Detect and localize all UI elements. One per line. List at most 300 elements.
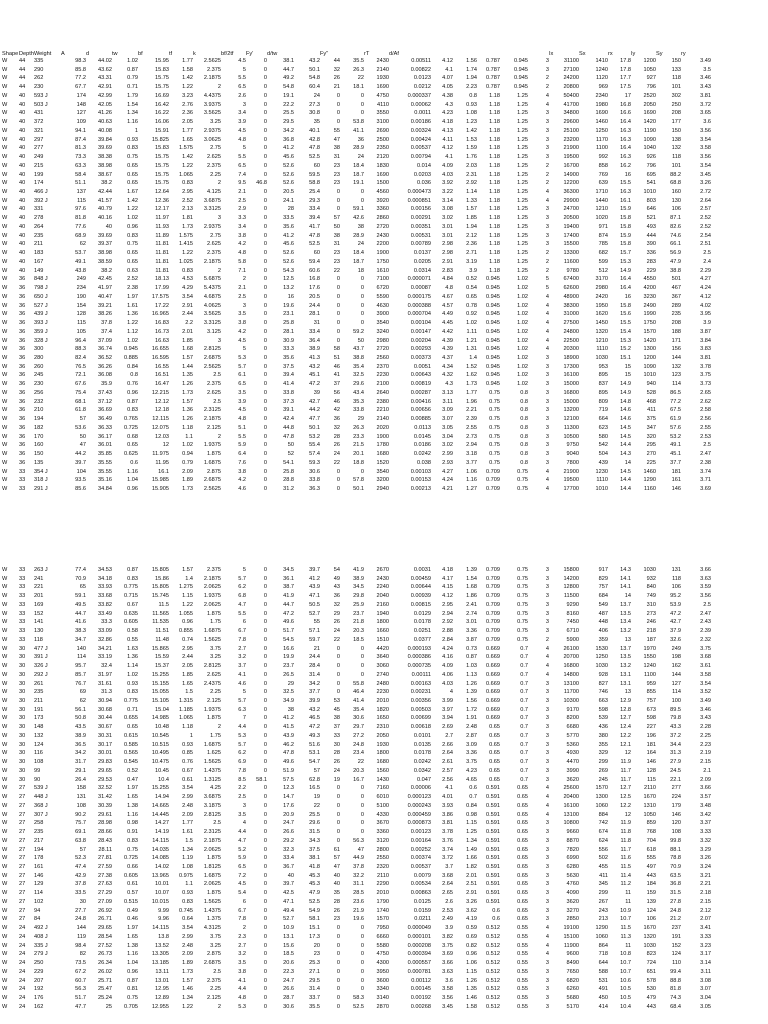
table-cell: 1.94 [466, 223, 477, 230]
table-cell: 49.6 [283, 759, 294, 766]
table-cell: 2.93 [442, 459, 453, 466]
table-cell: 46.8 [256, 180, 267, 187]
table-cell: 278 [34, 215, 44, 222]
table-cell: 1.25 [517, 206, 528, 213]
table-cell: 152 [34, 610, 44, 617]
table-cell: 29.83 [98, 759, 112, 766]
table-cell: 2.125 [207, 698, 221, 705]
table-cell: 23 [333, 258, 340, 265]
table-cell: 0.75 [517, 567, 528, 573]
table-cell: 1570 [595, 785, 608, 792]
table-row [2, 636, 711, 645]
table-cell: 96.4 [75, 337, 86, 344]
table-cell: 36.08 [98, 372, 112, 379]
table-cell: 884 [598, 811, 608, 818]
table-cell: 1.25 [517, 250, 528, 257]
table-cell: 38.2 [101, 267, 112, 274]
table-cell: 0 [360, 820, 364, 827]
table-cell: 1.46 [466, 994, 477, 1001]
table-cell: 6280 [566, 863, 579, 870]
table-cell: 60.4 [309, 84, 320, 91]
table-cell: 273 [646, 610, 656, 617]
table-cell: 3.7 [445, 863, 453, 870]
table-cell: 39.84 [98, 136, 112, 143]
table-cell: 829 [598, 575, 608, 582]
table-cell: 59.7 [309, 636, 320, 643]
table-cell: 2.9 [238, 206, 246, 213]
table-cell: 0 [360, 811, 364, 818]
table-row [2, 415, 711, 424]
table-cell: 0.65 [517, 846, 528, 853]
table-cell: 4.42 [442, 328, 453, 335]
table-cell: 15.1 [620, 354, 631, 361]
table-cell: 25 [105, 1003, 112, 1010]
table-cell: 26.3 [353, 424, 364, 431]
table-cell: 1.575 [179, 232, 193, 239]
table-cell: 25.9 [353, 601, 364, 608]
table-cell: 0.669 [486, 671, 500, 678]
table-cell: W [2, 794, 8, 801]
table-cell: 0.75 [517, 610, 528, 617]
table-cell: W [2, 302, 8, 309]
table-cell: 0.7 [520, 654, 528, 661]
table-cell: 10.545 [151, 732, 169, 739]
table-cell: 1.46 [182, 986, 193, 993]
table-cell: 663 [598, 698, 608, 705]
table-cell: 49.4 [283, 907, 294, 914]
table-cell: 1670 [643, 925, 656, 932]
table-cell: 19500 [563, 477, 579, 484]
table-cell: 4.24 [442, 477, 453, 484]
table-cell: 0.7 [520, 776, 528, 783]
table-cell: 20.5 [283, 189, 294, 196]
table-cell: 1.02 [517, 320, 528, 327]
table-cell: 0.000557 [407, 960, 431, 967]
table-cell: 1420 [643, 119, 656, 126]
table-cell: 59.3 [309, 459, 320, 466]
table-cell: 3.02 [442, 442, 453, 449]
table-cell: 618 [646, 846, 656, 853]
table-cell: 51.1 [75, 180, 86, 187]
table-cell: 1.18 [489, 206, 500, 213]
table-cell: 2010 [376, 698, 389, 705]
table-cell: 55 [333, 127, 340, 134]
table-cell: 2.7 [445, 732, 453, 739]
table-cell: 4550 [643, 276, 656, 283]
table-cell: 2.43 [700, 619, 711, 626]
table-cell: 14.9 [620, 389, 631, 396]
table-cell: 2.875 [207, 468, 221, 475]
table-cell: 21.2 [670, 916, 681, 923]
table-cell: 0.71 [127, 84, 138, 91]
table-row [2, 66, 711, 75]
table-cell: 40.1 [309, 127, 320, 134]
table-cell: 4 [545, 645, 549, 652]
table-cell: 0 [263, 601, 267, 608]
table-cell: 36.33 [98, 424, 112, 431]
table-cell: 0 [263, 119, 267, 126]
table-cell: 1.59 [466, 145, 477, 152]
table-cell: 22 [357, 75, 364, 82]
table-cell: 1.575 [179, 145, 193, 152]
table-cell: 1.65 [182, 680, 193, 687]
table-cell: 650 J [34, 293, 48, 300]
table-cell: 2.88 [442, 628, 453, 635]
table-cell: 0.709 [486, 584, 500, 591]
table-cell: 0.00656 [410, 407, 431, 414]
table-cell: 684 [598, 593, 608, 600]
table-cell: 43.2 [309, 706, 320, 713]
table-cell: 31.3 [101, 689, 112, 696]
table-cell: 150 [671, 58, 681, 64]
table-cell: 128 [646, 767, 656, 774]
table-cell: 35.6 [283, 354, 294, 361]
table-row [2, 583, 711, 592]
table-cell: 4.45 [442, 320, 453, 327]
table-cell: 14.4 [620, 477, 631, 484]
table-cell: 2310 [376, 724, 389, 731]
column-header: rT [364, 51, 370, 57]
table-cell: 52.6 [283, 180, 294, 187]
table-cell: 3 [545, 881, 549, 888]
table-cell: 150 [34, 451, 44, 458]
table-cell: 0.94 [182, 451, 193, 458]
table-cell: 0.6 [492, 907, 500, 914]
table-cell: 6.7 [238, 628, 246, 635]
table-cell: 0 [360, 320, 364, 327]
table-cell: 39.7 [283, 881, 294, 888]
table-cell: 392 J [34, 197, 48, 204]
table-cell: 14.4 [620, 485, 631, 492]
table-cell: 16.1 [620, 197, 631, 204]
table-cell: 138 [671, 136, 681, 143]
table-cell: 25.5 [309, 811, 320, 818]
table-cell: 154 [76, 302, 86, 309]
table-cell: 1.22 [127, 206, 138, 213]
table-cell: 109 [76, 119, 86, 126]
table-cell: 2.2 [185, 320, 193, 327]
table-cell: 2420 [595, 293, 608, 300]
table-cell: 3.87 [466, 636, 477, 643]
table-cell: 38.1 [283, 58, 294, 64]
table-cell: 65 [79, 584, 86, 591]
table-cell: 4.09 [442, 663, 453, 670]
table-cell: 47.2 [670, 610, 681, 617]
table-cell: 443 [646, 1003, 656, 1010]
table-cell: 3.21 [700, 872, 711, 879]
table-cell: 25.5 [283, 110, 294, 117]
table-cell: 3 [545, 837, 549, 844]
table-cell: 6.5 [238, 863, 246, 870]
table-cell: 194 [34, 846, 44, 853]
table-cell: 29.65 [98, 925, 112, 932]
table-cell: 2.71 [466, 250, 477, 257]
table-cell: W [2, 407, 8, 414]
table-cell: 3360 [376, 829, 389, 836]
table-cell: 2.75 [210, 145, 221, 152]
table-cell: 14.1 [620, 575, 631, 582]
table-cell: 4.1 [238, 671, 246, 678]
table-cell: 1200 [643, 58, 656, 64]
table-cell: 36 [19, 302, 26, 309]
table-cell: 15.9 [620, 232, 631, 239]
table-cell: 1980 [595, 101, 608, 108]
table-cell: 1.33 [466, 197, 477, 204]
table-cell: 105 [76, 328, 86, 335]
table-cell: 4.29 [182, 285, 193, 292]
table-cell: 0 [263, 468, 267, 475]
table-cell: 0 [263, 732, 267, 739]
table-cell: 2.5625 [203, 485, 221, 492]
table-cell: 31.97 [98, 671, 112, 678]
table-cell: 190 [76, 293, 86, 300]
table-cell: 2 [217, 724, 221, 731]
table-cell: 3.92 [442, 180, 453, 187]
table-row [2, 319, 711, 328]
table-cell: 742 [598, 820, 608, 827]
table-cell: 28.43 [98, 837, 112, 844]
table-cell: 114 [672, 381, 681, 388]
table-cell: 40.08 [98, 127, 112, 134]
table-cell: 5.4375 [203, 285, 221, 292]
table-cell: 0.83 [127, 575, 138, 582]
table-cell: 10300 [563, 698, 579, 705]
table-cell: 598 [598, 706, 608, 713]
table-cell: 4 [545, 302, 549, 309]
table-cell: 372 [34, 119, 44, 126]
table-cell: 0 [263, 171, 267, 178]
table-cell: 36.7 [283, 863, 294, 870]
table-cell: 27 [19, 811, 26, 818]
table-cell: 164 [646, 750, 656, 757]
table-row [2, 846, 711, 855]
table-cell: 10500 [563, 433, 579, 440]
table-cell: 1.02 [517, 293, 528, 300]
table-cell: 50.1 [353, 485, 364, 492]
table-cell: 15 [624, 363, 631, 370]
table-cell: 1.02 [127, 215, 138, 222]
table-cell: 36.8 [283, 136, 294, 143]
table-cell: 2.125 [207, 424, 221, 431]
table-cell: 20800 [563, 84, 579, 91]
table-cell: 18.7 [353, 258, 364, 265]
table-cell: 41.2 [283, 145, 294, 152]
table-cell: 0.512 [486, 960, 500, 967]
table-cell: 34.4 [670, 741, 681, 748]
table-cell: 11.9 [620, 820, 631, 827]
table-cell: 32 [333, 66, 340, 73]
table-cell: 4 [545, 802, 549, 809]
table-cell: 1.18 [489, 136, 500, 143]
table-row [2, 592, 711, 601]
table-cell: 2.625 [207, 154, 221, 161]
table-cell: 9600 [566, 951, 579, 958]
table-cell: 347 [646, 424, 656, 431]
table-cell: 0 [336, 1003, 340, 1010]
table-cell: 2.6 [238, 92, 246, 99]
table-cell: 2.73 [466, 433, 477, 440]
column-header: bf/2tf [221, 51, 234, 57]
table-cell: 0.709 [486, 636, 500, 643]
table-cell: W [2, 276, 8, 283]
table-cell: 1420 [643, 337, 656, 344]
table-cell: 290 [34, 66, 44, 73]
table-cell: 0.945 [486, 363, 500, 370]
table-cell: 3 [545, 398, 549, 405]
table-cell: 0.65 [127, 250, 138, 257]
table-cell: 2.95 [182, 645, 193, 652]
table-cell: 0 [263, 215, 267, 222]
table-cell: 31.4 [309, 986, 320, 993]
table-cell: 0.047 [417, 776, 431, 783]
table-cell: 29900 [563, 197, 579, 204]
table-cell: W [2, 328, 8, 335]
table-cell: 3.32 [700, 837, 711, 844]
table-cell: 3.82 [442, 933, 453, 940]
table-cell: 0.00204 [410, 337, 431, 344]
table-cell: 4.65 [466, 776, 477, 783]
table-cell: 4.5 [238, 127, 246, 134]
table-row [2, 205, 711, 214]
table-row [2, 575, 711, 584]
table-cell: 466 J [34, 189, 48, 196]
table-cell: 3540 [376, 320, 389, 327]
table-cell: 39.7 [309, 567, 320, 573]
table-cell: 39.69 [98, 232, 112, 239]
table-cell: 0.0205 [413, 258, 431, 265]
table-cell: 36.74 [98, 346, 112, 353]
table-cell: 7800 [566, 459, 579, 466]
table-cell: 2.65 [700, 389, 711, 396]
table-cell: 16.3 [620, 154, 631, 161]
table-cell: 0.7 [520, 750, 528, 757]
table-cell: 5.2 [238, 846, 246, 853]
table-cell: 0 [263, 977, 267, 984]
table-cell: 19 [313, 794, 320, 801]
table-cell: 16.3 [620, 136, 631, 143]
table-cell: 0 [360, 785, 364, 792]
table-cell: 3 [545, 381, 549, 388]
table-cell: 0.76 [182, 759, 193, 766]
table-cell: 56.1 [75, 706, 86, 713]
table-cell: 0 [263, 846, 267, 853]
table-cell: 4.06 [442, 671, 453, 678]
table-cell: W [2, 433, 8, 440]
table-cell: 3 [545, 750, 549, 757]
table-cell: 0 [263, 58, 267, 64]
table-cell: 28 [333, 898, 340, 905]
table-cell: 1.25 [517, 162, 528, 169]
table-cell: 68.4 [670, 1003, 681, 1010]
table-cell: 0.65 [517, 802, 528, 809]
table-cell: 58.4 [75, 171, 86, 178]
table-cell: 55 [313, 619, 320, 626]
table-cell: 249 [76, 276, 86, 283]
table-cell: 24200 [563, 75, 579, 82]
table-cell: 66.1 [670, 241, 681, 248]
table-cell: W [2, 951, 8, 958]
table-cell: 1.25 [517, 215, 528, 222]
table-cell: 5.7 [238, 575, 246, 582]
table-cell: W [2, 372, 8, 379]
table-cell: 1.185 [179, 706, 193, 713]
table-cell: 14.9 [620, 267, 631, 274]
table-cell: 235 [34, 232, 44, 239]
table-cell: 359 [598, 636, 608, 643]
table-cell: 29.5 [309, 977, 320, 984]
table-cell: 1 [189, 732, 193, 739]
table-cell: 12.17 [155, 206, 169, 213]
table-cell: 0.75 [517, 468, 528, 475]
table-cell: 0 [263, 916, 267, 923]
table-cell: W [2, 84, 8, 91]
table-cell: 439 [598, 459, 608, 466]
table-row [2, 662, 711, 671]
table-cell: 5.9 [238, 855, 246, 862]
table-cell: 4.27 [442, 468, 453, 475]
table-cell: 27 [19, 855, 26, 862]
table-cell: 33 [19, 601, 26, 608]
table-cell: 0 [336, 645, 340, 652]
table-cell: 4 [545, 671, 549, 678]
table-cell: 42.45 [98, 276, 112, 283]
table-cell: 7.8 [238, 767, 246, 774]
table-cell: 30 [19, 750, 26, 757]
table-cell: 102 [34, 898, 44, 905]
table-cell: 14 [624, 593, 631, 600]
table-cell: 47.8 [283, 750, 294, 757]
table-cell: 0.0211 [414, 916, 431, 923]
table-cell: 3.74 [700, 468, 711, 475]
table-cell: 0.0212 [413, 84, 431, 91]
table-cell: 3.54 [182, 293, 193, 300]
table-cell: W [2, 942, 8, 949]
table-cell: 1.18 [489, 267, 500, 274]
table-cell: 0.65 [517, 907, 528, 914]
table-cell: 2.625 [207, 671, 221, 678]
table-cell: 11.48 [155, 636, 169, 643]
table-cell: 15.86 [155, 575, 169, 582]
table-cell: 26.5 [283, 671, 294, 678]
table-cell: 0.945 [486, 381, 500, 388]
table-cell: 2.09 [182, 811, 193, 818]
table-cell: 52 [287, 451, 294, 458]
table-cell: 3.22 [442, 189, 453, 196]
table-cell: 0.00822 [410, 66, 431, 73]
table-cell: 2 [242, 276, 246, 283]
table-cell: 4 [545, 925, 549, 932]
table-row [2, 57, 711, 66]
table-cell: 503 J [34, 101, 48, 108]
table-cell: 444 [646, 232, 656, 239]
table-cell: 17.99 [155, 285, 169, 292]
table-cell: 36 [19, 337, 26, 344]
table-cell: 4330 [376, 811, 389, 818]
table-cell: 0.83 [182, 267, 193, 274]
table-cell: 2 [545, 258, 549, 265]
table-cell: 108 [34, 759, 44, 766]
table-cell: 2.375 [207, 162, 221, 169]
table-cell: 1.22 [127, 320, 138, 327]
table-cell: 50.1 [309, 424, 320, 431]
table-cell: 47.7 [309, 416, 320, 423]
table-cell: 4.23 [442, 110, 453, 117]
table-cell: 37 [333, 724, 340, 731]
table-cell: 158 [76, 785, 86, 792]
table-cell: 20400 [563, 794, 579, 801]
table-cell: 0 [263, 337, 267, 344]
table-cell: 135 [34, 459, 44, 466]
